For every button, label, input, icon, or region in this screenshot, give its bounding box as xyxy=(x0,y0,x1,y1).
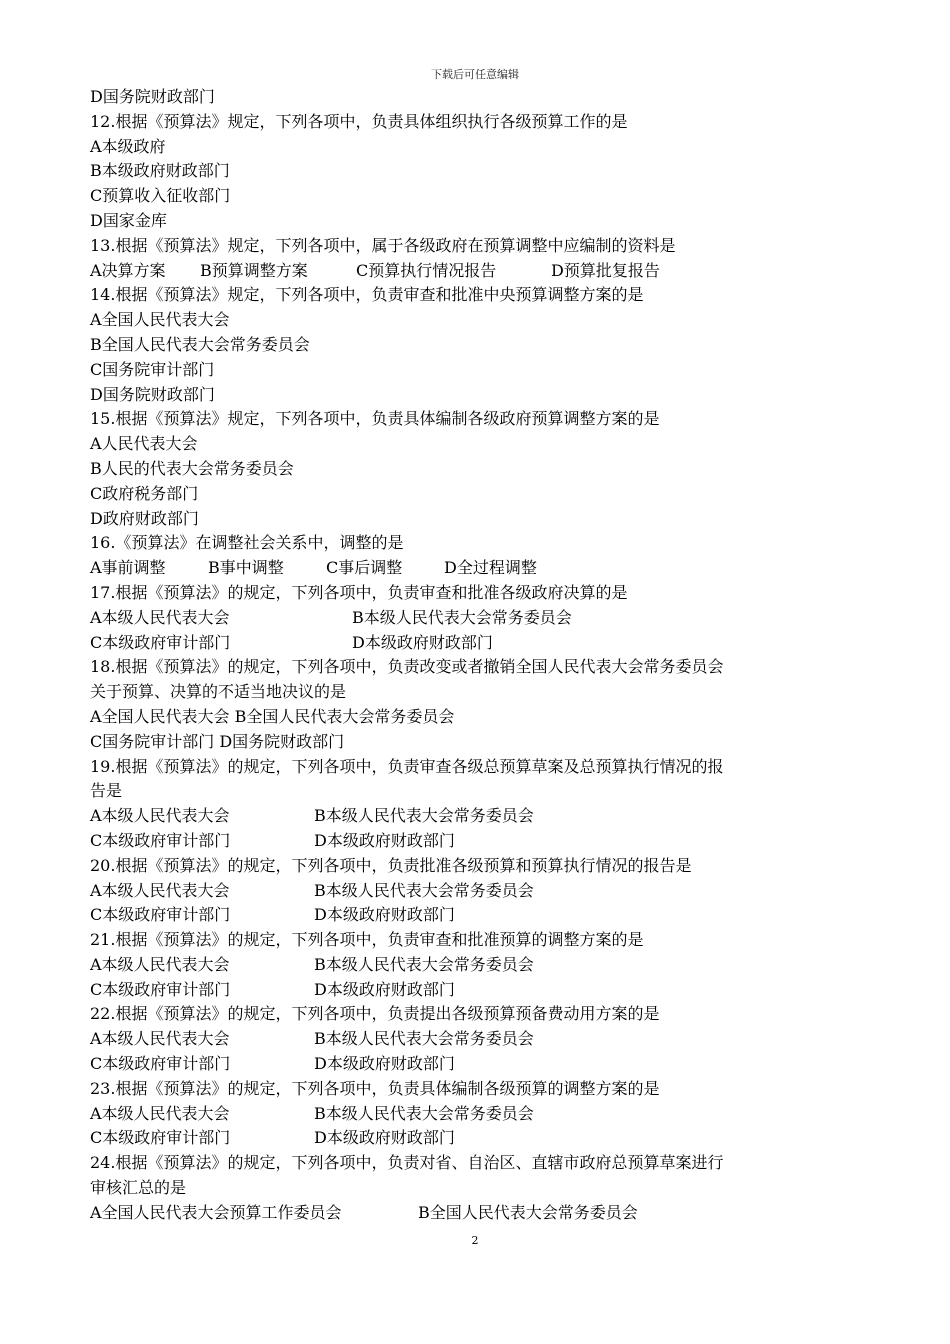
text-line: 23.根据《预算法》的规定，下列各项中，负责具体编制各级预算的调整方案的是 xyxy=(90,1078,660,1098)
text-line: D国务院财政部门 xyxy=(90,384,215,404)
option-text: B本级人民代表大会常务委员会 xyxy=(314,806,534,826)
text-line: 17.根据《预算法》的规定，下列各项中，负责审查和批准各级政府决算的是 xyxy=(90,582,628,602)
option-text: A本级人民代表大会 xyxy=(90,1029,230,1049)
text-line: C政府税务部门 xyxy=(90,483,199,503)
text-line xyxy=(90,556,880,581)
text-line xyxy=(90,631,880,656)
text-line: A全国人民代表大会 B全国人民代表大会常务委员会 xyxy=(90,706,455,726)
option-text: B事中调整 xyxy=(208,558,284,578)
text-line xyxy=(90,879,880,904)
text-line: 24.根据《预算法》的规定，下列各项中，负责对省、自治区、直辖市政府总预算草案进行 xyxy=(90,1153,724,1173)
text-line xyxy=(90,606,880,631)
text-line: 12.根据《预算法》规定，下列各项中，负责具体组织执行各级预算工作的是 xyxy=(90,111,628,131)
text-line: 21.根据《预算法》的规定，下列各项中，负责审查和批准预算的调整方案的是 xyxy=(90,930,644,950)
option-text: D本级政府财政部门 xyxy=(352,632,493,652)
text-line xyxy=(90,1102,880,1127)
option-text: C本级政府审计部门 xyxy=(90,979,231,999)
page-header: 下载后可任意编辑 xyxy=(431,68,519,81)
text-line: 18.根据《预算法》的规定，下列各项中，负责改变或者撤销全国人民代表大会常务委员会 xyxy=(90,657,724,677)
text-line: B人民的代表大会常务委员会 xyxy=(90,458,294,478)
text-line xyxy=(90,804,880,829)
option-text: D本级政府财政部门 xyxy=(314,1054,455,1074)
text-line: B本级政府财政部门 xyxy=(90,161,230,181)
option-text: C本级政府审计部门 xyxy=(90,632,231,652)
text-line: 13.根据《预算法》规定，下列各项中，属于各级政府在预算调整中应编制的资料是 xyxy=(90,235,676,255)
text-line xyxy=(90,953,880,978)
text-line: D国务院财政部门 xyxy=(90,87,215,106)
text-line: 22.根据《预算法》的规定，下列各项中，负责提出各级预算预备费动用方案的是 xyxy=(90,1004,660,1024)
option-text: C事后调整 xyxy=(326,558,403,578)
text-line: D政府财政部门 xyxy=(90,508,199,528)
option-text: A本级人民代表大会 xyxy=(90,607,230,627)
option-text: D本级政府财政部门 xyxy=(314,1128,455,1148)
option-text: D预算批复报告 xyxy=(551,260,660,280)
text-line xyxy=(90,829,880,854)
text-line xyxy=(90,1126,880,1151)
option-text: A本级人民代表大会 xyxy=(90,954,230,974)
option-text: B本级人民代表大会常务委员会 xyxy=(314,880,534,900)
option-text: A本级人民代表大会 xyxy=(90,880,230,900)
text-line: 审核汇总的是 xyxy=(90,1178,187,1198)
text-line: B全国人民代表大会常务委员会 xyxy=(90,334,310,354)
option-text: C本级政府审计部门 xyxy=(90,905,231,925)
text-line: 告是 xyxy=(90,781,123,801)
text-line xyxy=(90,978,880,1003)
text-line xyxy=(90,1027,880,1052)
page-number: 2 xyxy=(471,1234,479,1247)
option-text: D本级政府财政部门 xyxy=(314,905,455,925)
option-text: A决算方案 xyxy=(90,260,166,280)
text-line: A人民代表大会 xyxy=(90,434,198,454)
text-line: 20.根据《预算法》的规定，下列各项中，负责批准各级预算和预算执行情况的报告是 xyxy=(90,855,692,875)
text-line xyxy=(90,1052,880,1077)
option-text: C本级政府审计部门 xyxy=(90,830,231,850)
option-text: B本级人民代表大会常务委员会 xyxy=(314,1029,534,1049)
option-text: D本级政府财政部门 xyxy=(314,979,455,999)
text-line xyxy=(90,1201,880,1226)
option-text: B预算调整方案 xyxy=(200,260,308,280)
text-line xyxy=(90,259,880,284)
text-line: C预算收入征收部门 xyxy=(90,186,231,206)
option-text: C本级政府审计部门 xyxy=(90,1128,231,1148)
text-line: 19.根据《预算法》的规定，下列各项中，负责审查各级总预算草案及总预算执行情况的报 xyxy=(90,756,724,776)
text-line: D国家金库 xyxy=(90,210,167,230)
text-line: 15.根据《预算法》规定，下列各项中，负责具体编制各级政府预算调整方案的是 xyxy=(90,409,660,429)
option-text: A本级人民代表大会 xyxy=(90,806,230,826)
option-text: D本级政府财政部门 xyxy=(314,830,455,850)
text-line: 16.《预算法》在调整社会关系中，调整的是 xyxy=(90,533,404,553)
text-line: C国务院审计部门 D国务院财政部门 xyxy=(90,731,345,751)
text-line: A本级政府 xyxy=(90,136,166,156)
option-text: C本级政府审计部门 xyxy=(90,1054,231,1074)
document-body xyxy=(90,85,880,1226)
option-text: C预算执行情况报告 xyxy=(356,260,497,280)
option-text: B本级人民代表大会常务委员会 xyxy=(314,1103,534,1123)
option-text: B本级人民代表大会常务委员会 xyxy=(352,607,572,627)
text-line: C国务院审计部门 xyxy=(90,359,215,379)
option-text: B全国人民代表大会常务委员会 xyxy=(418,1202,638,1222)
text-line: A全国人民代表大会 xyxy=(90,310,230,330)
option-text: A事前调整 xyxy=(90,558,166,578)
option-text: B本级人民代表大会常务委员会 xyxy=(314,954,534,974)
text-line: 关于预算、决算的不适当地决议的是 xyxy=(90,682,347,702)
option-text: A本级人民代表大会 xyxy=(90,1103,230,1123)
option-text: D全过程调整 xyxy=(444,558,537,578)
option-text: A全国人民代表大会预算工作委员会 xyxy=(90,1202,342,1222)
text-line: 14.根据《预算法》规定，下列各项中，负责审查和批准中央预算调整方案的是 xyxy=(90,285,644,305)
text-line xyxy=(90,903,880,928)
